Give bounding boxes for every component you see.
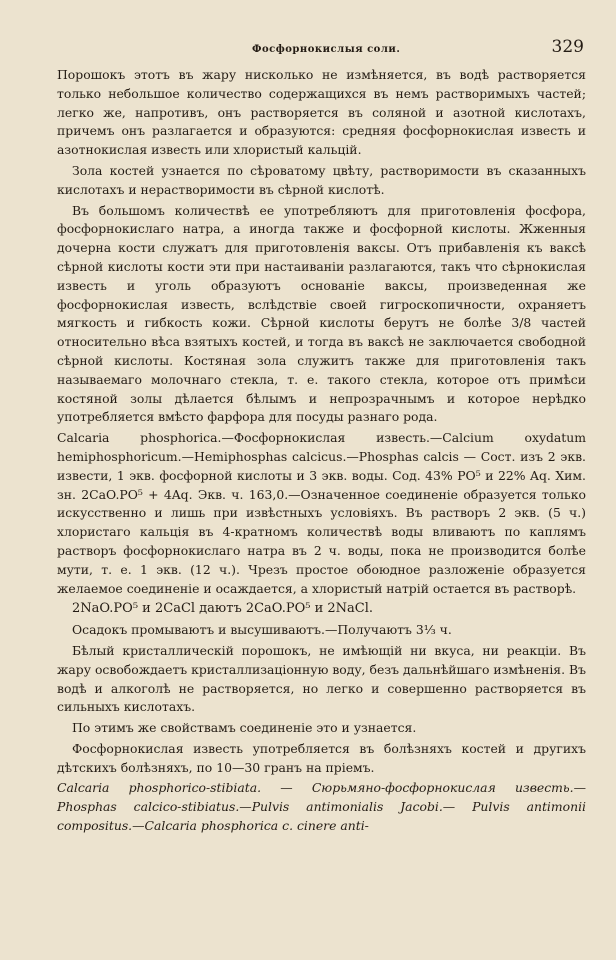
page-number: 329: [551, 37, 584, 57]
page-header: [57, 36, 586, 66]
paragraph-white-powder: Бѣлый кристаллическій порошокъ, не имѣющій ни вкуса, ни реакціи. Въ жару освобождаетъ кристаллизаціонную воду, безъ дальнѣйшаго измѣненія. Въ водѣ и алкоголѣ не растворяется, но легко и совершенно растворяется въ сильныхъ кислотахъ.: [57, 642, 586, 715]
paragraph-calcaria-phosphorica: Calcaria phosphorica.—Фосфорнокислая известь.—Calcium oxydatum hemiphosphoricum.—Hemiphosphas calcicus.—Phosphas calcis — Сост. изъ 2 экв. извести, 1 экв. фосфорной кислоты и 3 экв. воды. Сод. 43% PO⁵ и 22% Aq. Хим. зн. 2CaO.PO⁵ + 4Aq. Экв. ч. 163,0.—Означенное соединеніе образуется только искусственно и лишь при извѣстныхъ условіяхъ. Въ растворъ 2 экв. (5 ч.) хлористаго кальція въ 4-кратномъ количествѣ воды вливаютъ по каплямъ растворъ фосфорнокислаго натра въ 2 ч. воды, пока не производится болѣе мути, т. е. 1 экв. (12 ч.). Чрезъ простое обоюдное разложеніе образуется желаемое соединеніе и осаждается, а хлористый натрій остается въ растворѣ.: [57, 430, 586, 596]
page-body: [57, 66, 586, 836]
reaction-formula: 2NaO.PO⁵ и 2CaCl даютъ 2CaO.PO⁵ и 2NaCl.: [72, 601, 374, 617]
paragraph-bone-ash-uses: Въ большомъ количествѣ ее употребляютъ для приготовленія фосфора, фосфорнокислаго натра, а иногда также и фосфорной кислоты. Жженныя дочерна кости служатъ для приготовленія ваксы. Отъ прибавленія къ ваксѣ сѣрной кислоты кости эти при настаиваніи разлагаются, такъ что сѣрнокислая известь и уголь образуютъ основаніе ваксы, произведенная же фосфорнокислая известь, вслѣдствіе своей гигроскопичности, охраняетъ мягкость и гибкость кожи. Сѣрной кислоты берутъ не болѣе 3/8 частей относительно вѣса взятыхъ костей, и тогда въ ваксѣ не заключается свободной сѣрной кислоты. Костяная зола служитъ также для приготовленія такъ называемаго молочнаго стекла, т. е. такого стекла, которое отъ примѣси костяной золы дѣлается бѣлымъ и непрозрачнымъ и которое нерѣдко употребляется вмѣсто фарфора для посуды разнаго рода.: [57, 202, 586, 425]
running-title: Фосфорнокислыя соли.: [252, 44, 401, 55]
paragraph-precipitate: Осадокъ промываютъ и высушиваютъ.—Получаютъ 3⅓ ч.: [72, 622, 452, 638]
paragraph-bone-ash-identification: Зола костей узнается по сѣроватому цвѣту, растворимости въ сказанныхъ кислотахъ и нерастворимости въ сѣрной кислотѣ.: [57, 162, 586, 197]
paragraph-powder-properties: Порошокъ этотъ въ жару нисколько не измѣняется, въ водѣ растворяется только небольшое количество содержащихся въ немъ растворимыхъ частей; легко же, напротивъ, онъ растворяется въ соляной и азотной кислотахъ, причемъ онъ разлагается и образуются: средняя фосфорнокислая известь и азотнокислая известь или хлористый кальцій.: [57, 67, 586, 158]
paragraph-calcaria-stibiata: Calcaria phosphorico-stibiata. — Сюрьмяно-фосфорнокислая известь.— Phosphas calcico-stibiatus.—Pulvis antimonialis Jacobi.— Pulvis antimonii compositus.—Calcaria phosphorica c. cinere anti-: [57, 780, 586, 834]
paragraph-identification: По этимъ же свойствамъ соединеніе это и узнается.: [72, 720, 417, 736]
paragraph-medical-use: Фосфорнокислая известь употребляется въ болѣзняхъ костей и другихъ дѣтскихъ болѣзняхъ, по 10—30 гранъ на пріемъ.: [57, 740, 586, 775]
